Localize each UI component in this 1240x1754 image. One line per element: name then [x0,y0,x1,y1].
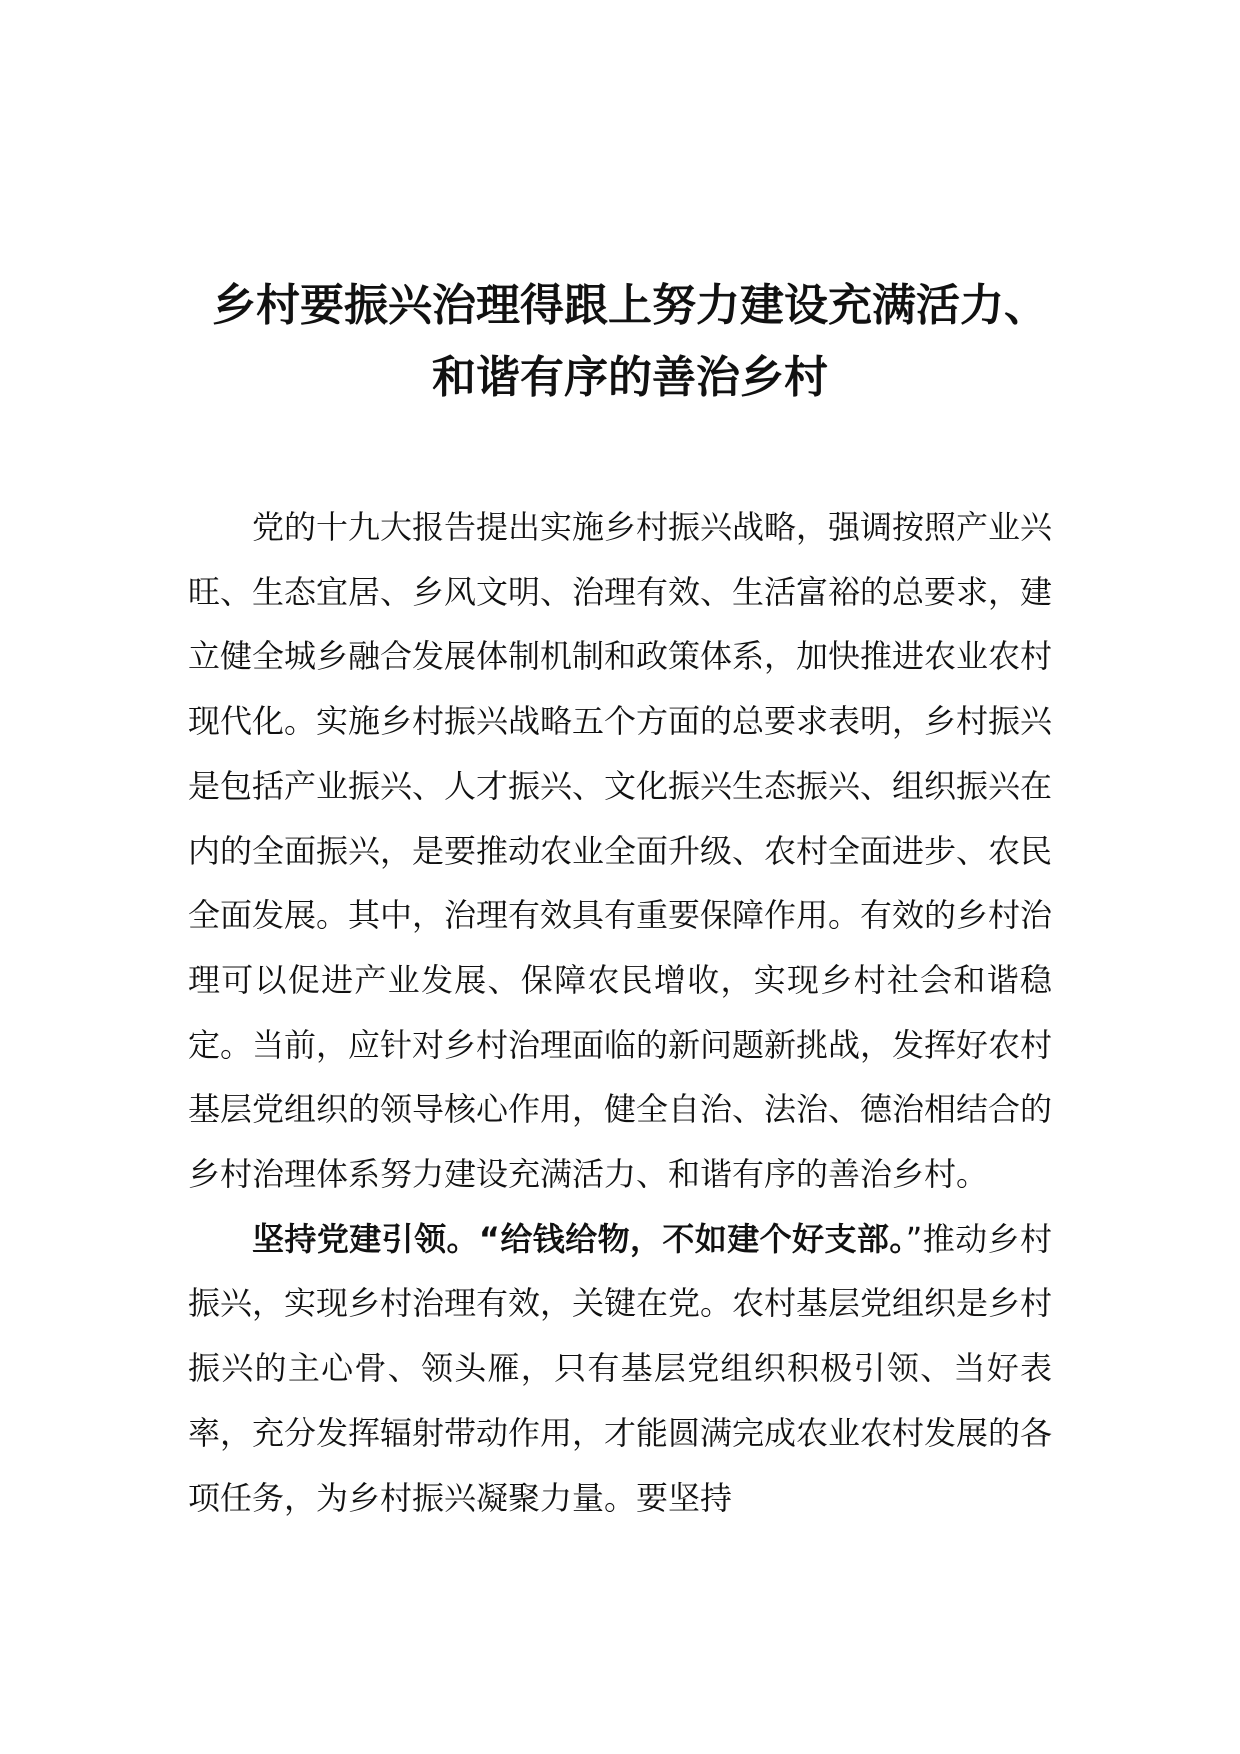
paragraph-intro: 党的十九大报告提出实施乡村振兴战略，强调按照产业兴旺、生态宜居、乡风文明、治理有效、生活富裕的总要求，建立健全城乡融合发展体制机制和政策体系，加快推进农业农村现代化。实施乡村振兴战略五个方面的总要求表明，乡村振兴是包括产业振兴、人才振兴、文化振兴生态振兴、组织振兴在内的全面振兴，是要推动农业全面升级、农村全面进步、农民全面发展。其中，治理有效具有重要保障作用。有效的乡村治理可以促进产业发展、保障农民增收，实现乡村社会和谐稳定。当前，应针对乡村治理面临的新问题新挑战，发挥好农村基层党组织的领导核心作用，健全自治、法治、德治相结合的乡村治理体系努力建设充满活力、和谐有序的善治乡村。 [188,508,1053,1194]
document-title [190,270,1070,414]
title-line-1: 乡村要振兴治理得跟上努力建设充满活力、 [212,280,1048,331]
paragraph-body-text: ”推动乡村振兴，实现乡村治理有效，关键在党。农村基层党组织是乡村振兴的主心骨、领头雁，只有基层党组织积极引领、当好表率，充分发挥辐射带动作用，才能圆满完成农业农村发展的各项任务，为乡村振兴凝聚力量。要坚持 [188,1219,1053,1517]
paragraph-party-leadership [188,1207,1052,1531]
title-line-2: 和谐有序的善治乡村 [432,352,828,403]
document-body [188,495,1052,1530]
paragraph-lead-heading: 坚持党建引领。“给钱给物，不如建个好支部。 [252,1219,906,1258]
